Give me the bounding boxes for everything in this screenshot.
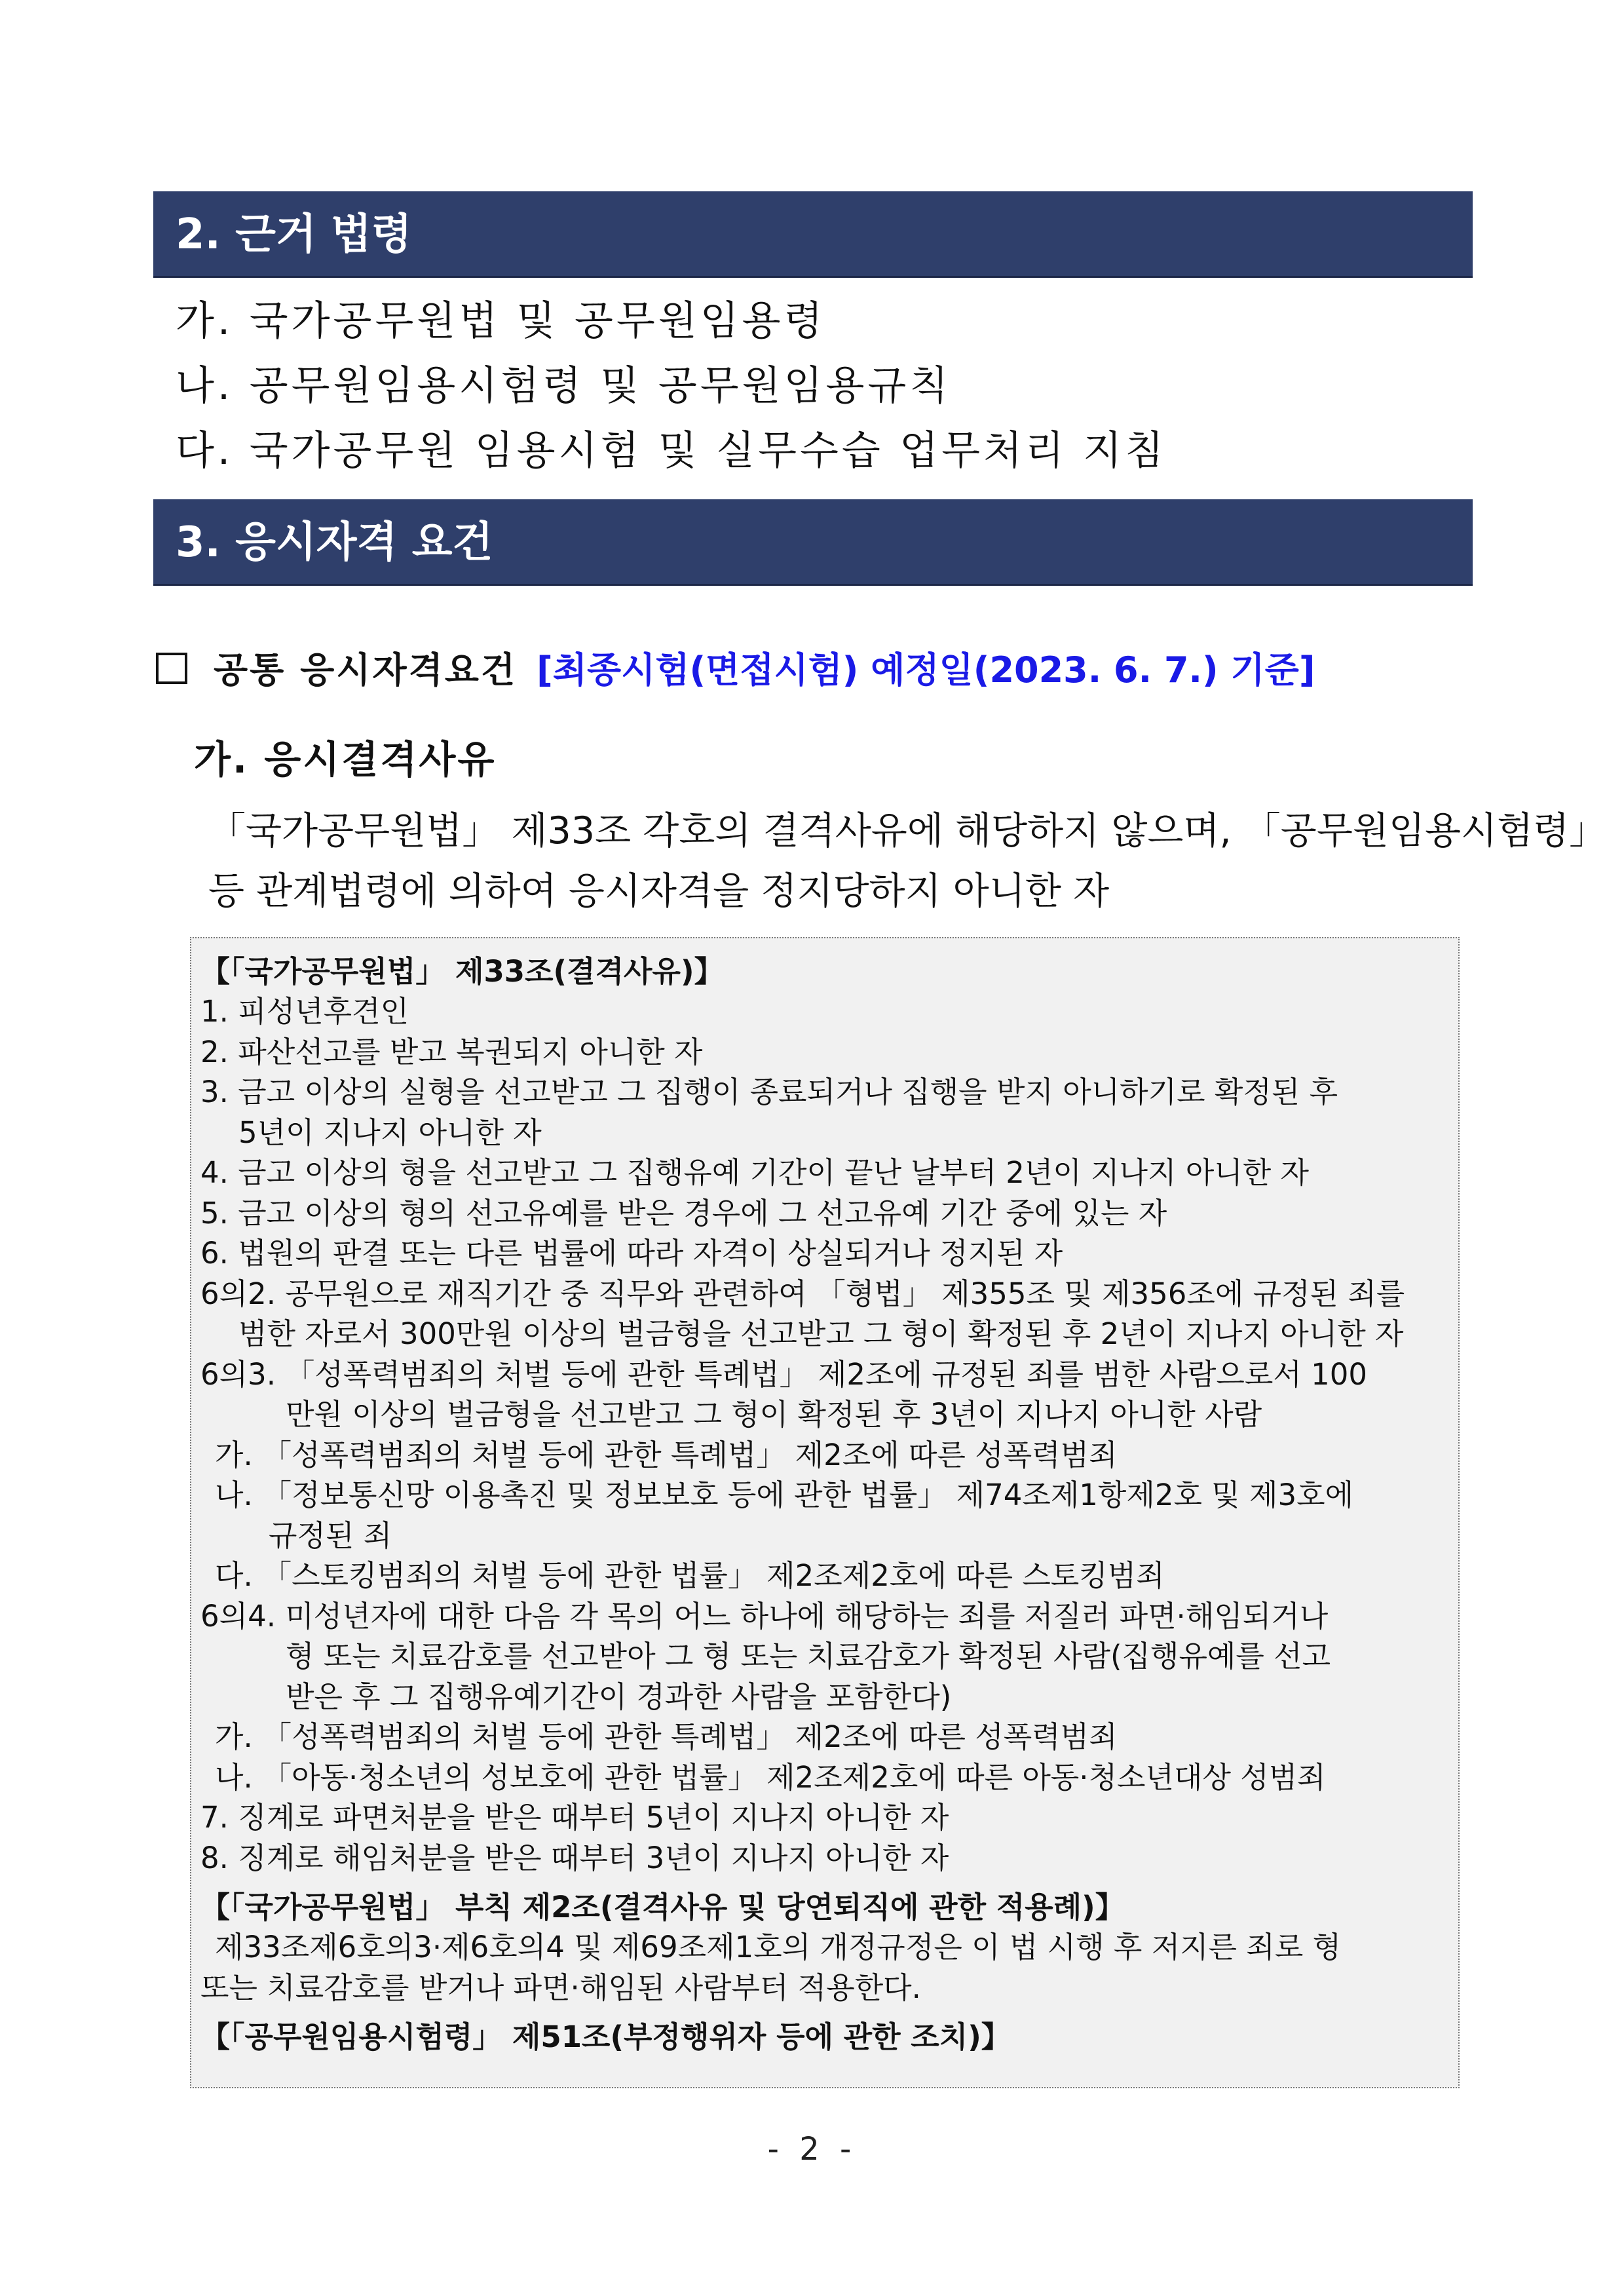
description-line: 「국가공무원법」 제33조 각호의 결격사유에 해당하지 않으며, 「공무원임용시험령」 xyxy=(208,809,1607,852)
description-line: 등 관계법령에 의하여 응시자격을 정지당하지 아니한 자 xyxy=(208,870,1110,913)
item-line: 가. 「성폭력범죄의 처벌 등에 관한 특례법」 제2조에 따른 성폭력범죄 xyxy=(215,1719,1118,1754)
item-line: 3. 금고 이상의 실형을 선고받고 그 집행이 종료되거나 집행을 받지 아니하기로 확정된 후 xyxy=(200,1075,1338,1109)
item-line: 6의4. 미성년자에 대한 다음 각 목의 어느 하나에 해당하는 죄를 저질러 파면·해임되거나 xyxy=(200,1598,1329,1634)
item-line: 규정된 죄 xyxy=(269,1518,392,1553)
item-line: 8. 징계로 해임처분을 받은 때부터 3년이 지나지 아니한 자 xyxy=(200,1840,949,1875)
item-line: 나. 「아동·청소년의 성보호에 관한 법률」 제2조제2호에 따른 아동·청소년대상 성범죄 xyxy=(215,1759,1326,1795)
legal-basis-list xyxy=(176,288,1167,483)
item-line: 1. 피성년후견인 xyxy=(200,994,409,1029)
item-line: 나. 「정보통신망 이용촉진 및 정보보호 등에 관한 법률」 제74조제1항제2호 및 제3호에 xyxy=(215,1478,1354,1512)
item-line: 다. 「스토킹범죄의 처벌 등에 관한 법률」 제2조제2호에 따른 스토킹범죄 xyxy=(215,1558,1165,1593)
item-line: 5년이 지나지 아니한 자 xyxy=(238,1115,542,1150)
item-line: 5. 금고 이상의 형의 선고유예를 받은 경우에 그 선고유예 기간 중에 있는 자 xyxy=(200,1195,1167,1231)
article33-sub-item xyxy=(200,1717,1446,1757)
law-excerpt-box xyxy=(190,937,1460,2088)
item-line: 4. 금고 이상의 형을 선고받고 그 집행유예 기간이 끝난 날부터 2년이 지나지 아니한 자 xyxy=(200,1155,1310,1190)
article33-item xyxy=(200,1233,1446,1274)
article33-item xyxy=(200,1797,1446,1838)
item-line: 6의2. 공무원으로 재직기간 중 직무와 관련하여 「형법」 제355조 및 제356조에 규정된 죄를 xyxy=(200,1276,1405,1311)
item-line: 받은 후 그 집행유예기간이 경과한 사람을 포함한다) xyxy=(286,1679,952,1714)
article33-item xyxy=(200,1072,1446,1153)
article33-sub-item xyxy=(200,1757,1446,1798)
article33-item xyxy=(200,1193,1446,1234)
addendum-title: 【「국가공무원법」 부칙 제2조(결격사유 및 당연퇴직에 관한 적용례)】 xyxy=(200,1890,1125,1924)
section-title-eligibility: 3. 응시자격 요건 xyxy=(153,499,1473,586)
item-line: 6의3. 「성폭력범죄의 처벌 등에 관한 특례법」 제2조에 규정된 죄를 범한 사람으로서 100 xyxy=(200,1356,1368,1392)
article33-sub-item xyxy=(200,1556,1446,1596)
item-line: 2. 파산선고를 받고 복권되지 아니한 자 xyxy=(200,1034,703,1069)
article33-items xyxy=(200,991,1446,1878)
item-line: 7. 징계로 파면처분을 받은 때부터 5년이 지나지 아니한 자 xyxy=(200,1800,949,1835)
checkbox-square-icon xyxy=(156,653,187,684)
article33-item xyxy=(200,1032,1446,1073)
article33-item xyxy=(200,1838,1446,1879)
article33-item xyxy=(200,1354,1446,1435)
article33-item xyxy=(200,1274,1446,1354)
article33-item xyxy=(200,991,1446,1032)
article33-item xyxy=(200,1596,1446,1717)
addendum-line: 또는 치료감호를 받거나 파면·해임된 사람부터 적용한다. xyxy=(200,1970,921,2005)
law-item: 다. 국가공무원 임용시험 및 실무수습 업무처리 지침 xyxy=(176,427,1167,474)
addendum-text xyxy=(200,1927,1446,2008)
article33-item xyxy=(200,1153,1446,1193)
reference-date-note: [최종시험(면접시험) 예정일(2023. 6. 7.) 기준] xyxy=(537,649,1315,691)
common-requirements-label: 공통 응시자격요건 xyxy=(214,649,518,691)
item-line: 만원 이상의 벌금형을 선고받고 그 형이 확정된 후 3년이 지나지 아니한 사람 xyxy=(286,1397,1262,1432)
article33-sub-item xyxy=(200,1475,1446,1556)
section-title-legal-basis: 2. 근거 법령 xyxy=(153,191,1473,278)
article33-title: 【「국가공무원법」 제33조(결격사유)】 xyxy=(200,954,724,989)
addendum-line: 제33조제6호의3·제6호의4 및 제69조제1호의 개정규정은 이 법 시행 후 저지른 죄로 형 xyxy=(215,1930,1342,1964)
disqualification-description xyxy=(208,801,1607,921)
item-line: 가. 「성폭력범죄의 처벌 등에 관한 특례법」 제2조에 따른 성폭력범죄 xyxy=(215,1437,1118,1472)
article33-sub-item xyxy=(200,1435,1446,1476)
common-requirements-heading xyxy=(156,642,1315,693)
page-number: - 2 - xyxy=(767,2131,857,2168)
law-item: 나. 공무원임용시험령 및 공무원임용규칙 xyxy=(176,362,952,409)
article51-title: 【「공무원임용시험령」 제51조(부정행위자 등에 관한 조치)】 xyxy=(200,2019,1011,2054)
item-line: 형 또는 치료감호를 선고받아 그 형 또는 치료감호가 확정된 사람(집행유예를 선고 xyxy=(286,1639,1331,1674)
disqualification-heading: 가. 응시결격사유 xyxy=(194,737,497,782)
item-line: 범한 자로서 300만원 이상의 벌금형을 선고받고 그 형이 확정된 후 2년이 지나지 아니한 자 xyxy=(238,1316,1404,1351)
item-line: 6. 법원의 판결 또는 다른 법률에 따라 자격이 상실되거나 정지된 자 xyxy=(200,1236,1063,1271)
law-item: 가. 국가공무원법 및 공무원임용령 xyxy=(176,297,826,344)
